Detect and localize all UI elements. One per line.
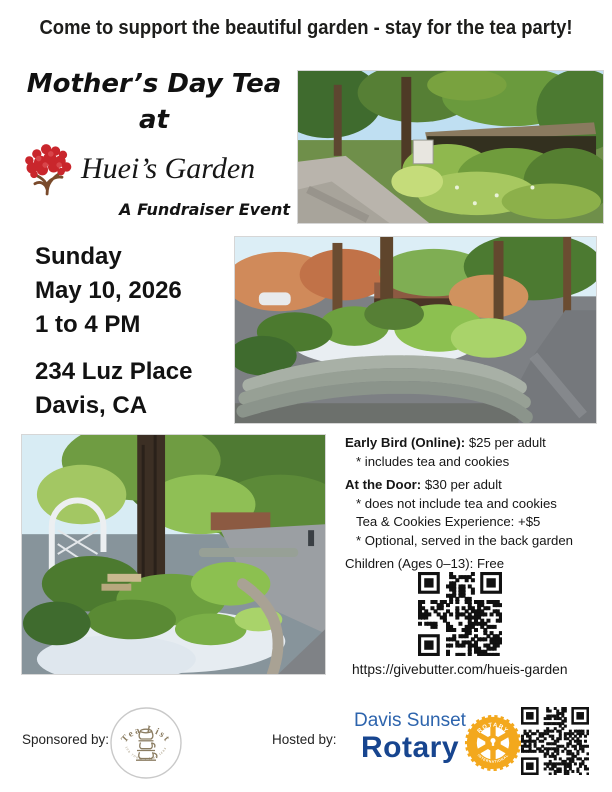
rotary-qr-code [521, 707, 589, 775]
price-tea-experience-note: * Optional, served in the back garden [356, 532, 573, 548]
event-time: 1 to 4 PM [35, 311, 141, 338]
title-block [8, 66, 300, 138]
event-address-city: Davis, CA [35, 392, 148, 419]
price-tea-experience: Tea & Cookies Experience: +$5 [356, 514, 541, 529]
price-at-door-note: * does not include tea and cookies [356, 495, 557, 511]
event-day: Sunday [35, 243, 122, 270]
tea-list-logo [109, 706, 183, 780]
tea-list-arc-bottom: tea room • fine teas [124, 745, 168, 762]
rotary-club-name: Davis Sunset [354, 710, 466, 731]
fundraiser-subtitle: A Fundraiser Event [119, 200, 290, 219]
rotary-wheel-icon [464, 707, 522, 779]
price-at-door: At the Door: $30 per adult [345, 477, 502, 492]
hosted-by-label: Hosted by: [272, 732, 337, 747]
donation-url[interactable]: https://givebutter.com/hueis-garden [352, 662, 568, 677]
sponsored-by-label: Sponsored by: [22, 732, 110, 747]
price-early-bird-note: * includes tea and cookies [356, 453, 510, 469]
price-early-bird: Early Bird (Online): $25 per adult [345, 435, 546, 450]
event-details [35, 240, 192, 423]
rotary-wheel-top-text: ROTARY [476, 722, 510, 735]
event-title: Mother’s Day Tea [26, 69, 282, 99]
event-address-street: 234 Luz Place [35, 358, 193, 385]
garden-photo-stone-wall [234, 236, 597, 424]
price-children: Children (Ages 0–13): Free [345, 556, 505, 571]
tagline: Come to support the beautiful garden - stay for the tea party! [39, 16, 573, 39]
garden-name: Huei’s Garden [81, 152, 256, 185]
rotary-wordmark [352, 709, 468, 764]
event-title-at: at [139, 105, 169, 135]
tea-list-arc-top: Tea List [119, 724, 173, 745]
rotary-wheel-bottom-text: INTERNATIONAL [476, 753, 510, 764]
donation-qr-code [418, 572, 502, 656]
pricing-block [345, 434, 607, 574]
garden-name-row [20, 136, 255, 196]
garden-photo-entrance [297, 70, 604, 224]
event-date: May 10, 2026 [35, 277, 182, 304]
garden-photo-tree-bed [21, 434, 326, 675]
red-maple-tree-icon [20, 136, 76, 196]
rotary-name: Rotary [360, 731, 460, 764]
